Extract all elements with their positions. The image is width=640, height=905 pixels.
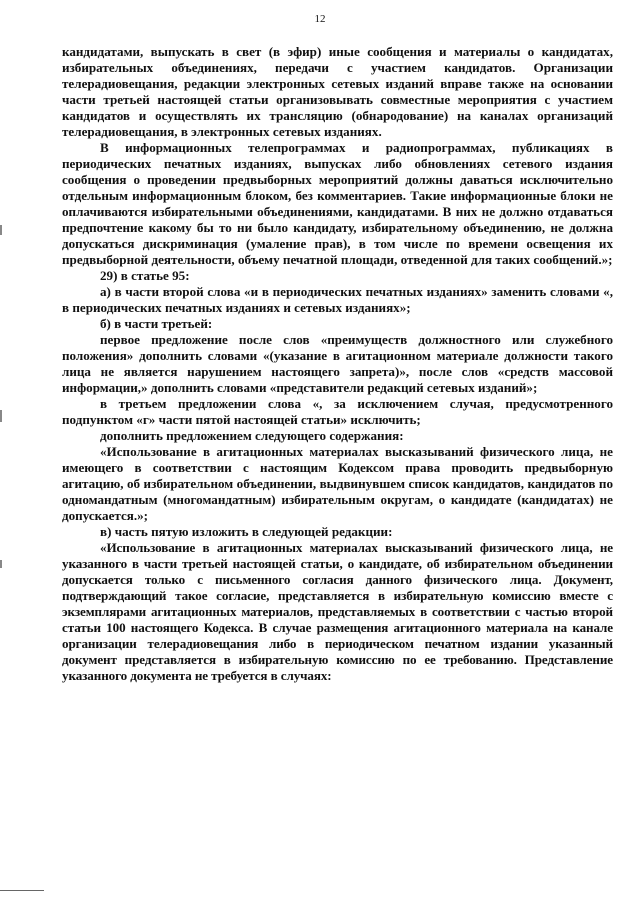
paragraph: дополнить предложением следующего содержания: xyxy=(100,428,404,443)
paragraph: б) в части третьей: xyxy=(100,316,213,331)
footer-rule xyxy=(0,890,44,891)
paragraph: в) часть пятую изложить в следующей редакции: xyxy=(100,524,393,539)
paragraph: первое предложение после слов «преимуществ должностного или служебного положения» дополнить словами «(указание в агитационном материале должности такого лица не является нарушением настоящего запрета)», после слов «средств массовой информации,» дополнить словами «представители редакций сетевых изданий»; xyxy=(62,332,613,395)
page-number: 12 xyxy=(314,13,326,25)
paragraph: В информационных телепрограммах и радиопрограммах, публикациях в периодических печатных изданиях, выпусках либо обновлениях сетевого издания сообщения о проведении предвыборных мероприятий должны даваться исключительно отдельным информационным блоком, без комментариев. Такие информационные блоки не оплачиваются избирательными объединениями, кандидатами. В них не должно отдаваться предпочтение какому бы то ни было кандидату, избирательному объединению, не должна допускаться дискриминация (умаление прав), в том числе по времени освещения их предвыборной деятельности, объему печатной площади, отведенной для таких сообщений.»; xyxy=(62,140,613,267)
document-body xyxy=(62,44,613,684)
paragraph: кандидатами, выпускать в свет (в эфир) иные сообщения и материалы о кандидатах, избирательных объединениях, передачи с участием кандидатов. Организации телерадиовещания, редакции электронных сетевых изданий вправе также на основании части третьей настоящей статьи организовывать совместные мероприятия с участием кандидатов и осуществлять их трансляцию (обнародование) на каналах организаций телерадиовещания, в электронных сетевых изданиях. xyxy=(62,44,613,139)
paragraph: «Использование в агитационных материалах высказываний физического лица, не имеющего в соответствии с настоящим Кодексом права проводить предвыборную агитацию, об избирательном объединении, выдвинувшем список кандидатов, кандидатов по одномандатным (многомандатным) избирательным округам, о кандидате (кандидатах) не допускается.»; xyxy=(62,444,613,523)
paragraph: «Использование в агитационных материалах высказываний физического лица, не указанного в части третьей настоящей статьи, о кандидате, об избирательном объединении допускается только с письменного согласия данного физического лица. Документ, подтверждающий такое согласие, представляется в избирательную комиссию вместе с экземплярами агитационных материалов, представляемых в соответствии с частью второй статьи 100 настоящего Кодекса. В случае размещения агитационного материала на канале организации телерадиовещания либо в периодическом печатном издании указанный документ представляется в избирательную комиссию по ее требованию. Представление указанного документа не требуется в случаях: xyxy=(62,540,613,683)
paragraph: а) в части второй слова «и в периодических печатных изданиях» заменить словами «, в периодических печатных изданиях и сетевых изданиях»; xyxy=(62,284,613,315)
margin-mark xyxy=(0,410,2,422)
margin-mark xyxy=(0,225,2,235)
paragraph: 29) в статье 95: xyxy=(100,268,190,283)
paragraph: в третьем предложении слова «, за исключением случая, предусмотренного подпунктом «г» части пятой настоящей статьи» исключить; xyxy=(62,396,613,427)
margin-mark xyxy=(0,560,2,568)
